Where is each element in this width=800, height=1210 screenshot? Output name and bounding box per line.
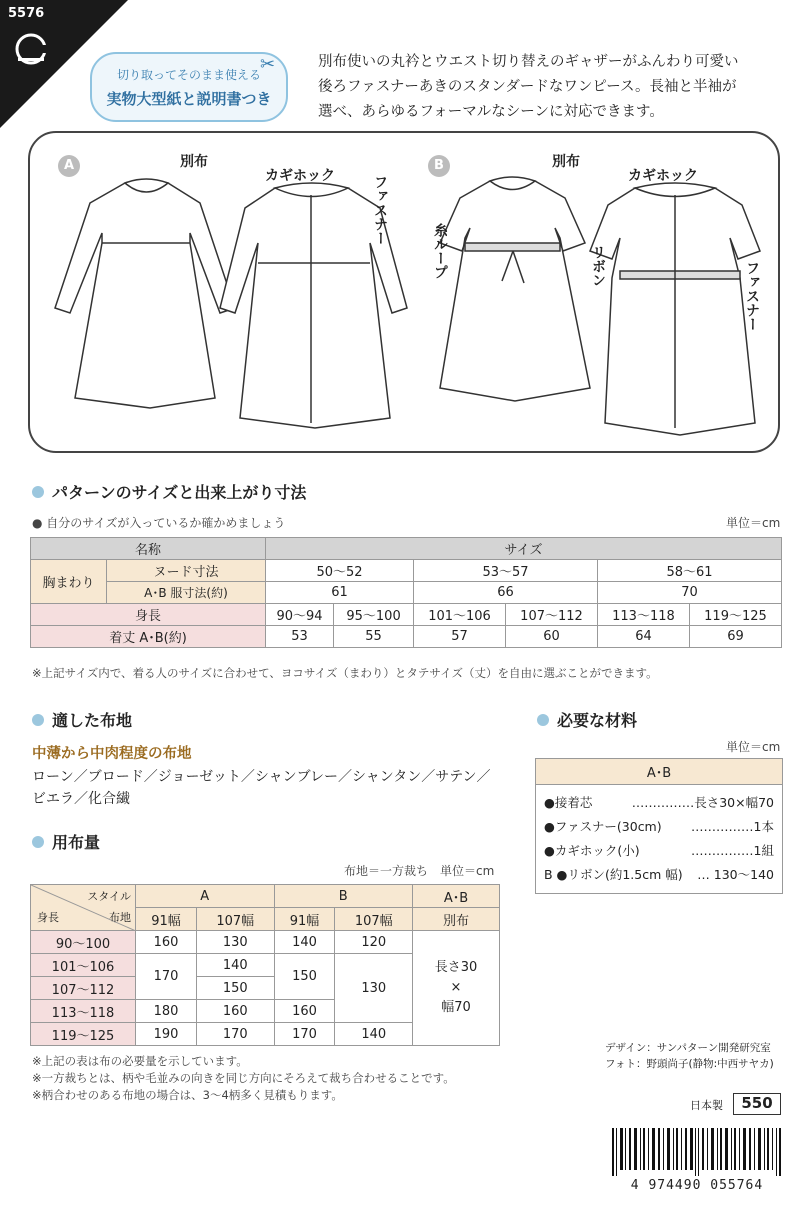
length-value: 64 bbox=[597, 626, 689, 648]
design-credit: デザイン：サンパターン開発研究室 bbox=[605, 1042, 771, 1054]
b-contrast-fabric-label: 別布 bbox=[552, 154, 580, 170]
materials-section-title bbox=[537, 708, 637, 731]
size-note: ● 自分のサイズが入っているか確かめましょう bbox=[32, 516, 286, 530]
badge-line2: 実物大型紙と説明書つき bbox=[106, 90, 272, 108]
b-thread-loop-label: 糸ループ bbox=[432, 223, 448, 279]
description-line: 別布使いの丸衿とウエスト切り替えのギャザーがふんわり可愛い bbox=[318, 54, 739, 70]
size-note-text: 自分のサイズが入っているか確かめましょう bbox=[46, 516, 286, 530]
length-value: 60 bbox=[506, 626, 598, 648]
yardage-height: 101〜106 bbox=[31, 954, 136, 977]
materials-title-text: 必要な材料 bbox=[557, 711, 638, 730]
b91-value: 140 bbox=[274, 931, 335, 954]
nude-value: 53〜57 bbox=[414, 560, 598, 582]
yardage-height: 119〜125 bbox=[31, 1023, 136, 1046]
fabric-line: ローン／ブロード／ジョーゼット／シャンブレー／シャンタン／サテン／ bbox=[32, 769, 491, 785]
yardage-footnote: ※上記の表は布の必要量を示しています。 bbox=[32, 1054, 248, 1068]
credits bbox=[605, 1040, 774, 1072]
height-value: 101〜106 bbox=[414, 604, 506, 626]
style-label: スタイル bbox=[87, 890, 131, 903]
b91-value: 150 bbox=[274, 954, 335, 1000]
garment-label: A･B 服寸法(約) bbox=[107, 582, 266, 604]
extra-value-line: × bbox=[450, 980, 462, 995]
size-header: サイズ bbox=[265, 538, 781, 560]
a91-value: 180 bbox=[136, 1000, 197, 1023]
material-name: ●ファスナー(30cm) bbox=[544, 819, 662, 834]
material-value: ……………1組 bbox=[691, 843, 774, 858]
height-value: 113〜118 bbox=[597, 604, 689, 626]
material-row bbox=[536, 815, 782, 839]
badge-line1: 切り取ってそのまま使える bbox=[116, 68, 261, 82]
b91-value: 160 bbox=[274, 1000, 335, 1023]
yardage-height: 90〜100 bbox=[31, 931, 136, 954]
height-value: 90〜94 bbox=[265, 604, 333, 626]
fabric-highlight: 中薄から中肉程度の布地 bbox=[32, 746, 192, 762]
col-b: B bbox=[274, 885, 413, 908]
illustration-panel bbox=[28, 131, 780, 453]
size-table bbox=[30, 537, 782, 648]
yardage-table bbox=[30, 884, 500, 1046]
b91-value: 170 bbox=[274, 1023, 335, 1046]
width-91: 91幅 bbox=[136, 908, 197, 931]
made-in-japan: 日本製 bbox=[690, 1099, 723, 1112]
a107-value: 140 bbox=[196, 954, 274, 977]
length-value: 55 bbox=[334, 626, 414, 648]
garment-value: 66 bbox=[414, 582, 598, 604]
a-zipper-label: ファスナー bbox=[372, 175, 388, 245]
scissors-icon: ✂ bbox=[260, 54, 276, 75]
garment-value: 70 bbox=[597, 582, 781, 604]
length-value: 53 bbox=[265, 626, 333, 648]
garment-value: 61 bbox=[265, 582, 413, 604]
a107-value: 160 bbox=[196, 1000, 274, 1023]
material-row bbox=[536, 863, 782, 887]
size-section-title bbox=[32, 480, 306, 503]
width-91: 91幅 bbox=[274, 908, 335, 931]
description-line: 選べ、あらゆるフォーマルなシーンに対応できます。 bbox=[318, 104, 664, 120]
pattern-number: 5576 bbox=[8, 6, 45, 21]
material-value: … 130〜140 bbox=[697, 867, 774, 882]
fabric-line: ビエラ／化合繊 bbox=[32, 791, 130, 807]
fabric-section-title bbox=[32, 708, 132, 731]
extra-value-line: 幅70 bbox=[441, 1000, 471, 1015]
yardage-footnote: ※柄合わせのある布地の場合は、3〜4柄多く見積もります。 bbox=[32, 1088, 343, 1102]
extra-value-line: 長さ30 bbox=[434, 960, 478, 975]
length-value: 69 bbox=[689, 626, 781, 648]
extra-fabric: 別布 bbox=[413, 908, 500, 931]
b107-value: 130 bbox=[335, 954, 413, 1023]
a107-value: 130 bbox=[196, 931, 274, 954]
material-row bbox=[536, 839, 782, 863]
yardage-title-text: 用布量 bbox=[52, 833, 101, 852]
style-a-marker: A bbox=[58, 155, 80, 177]
nude-label: ヌード寸法 bbox=[107, 560, 266, 582]
materials-box bbox=[535, 758, 783, 894]
height-value: 119〜125 bbox=[689, 604, 781, 626]
fabric-label: 布地 bbox=[109, 911, 131, 924]
width-107: 107幅 bbox=[196, 908, 274, 931]
b-ribbon-label: リボン bbox=[590, 245, 606, 287]
a-hook-label: カギホック bbox=[265, 168, 335, 184]
material-value: ……………長さ30×幅70 bbox=[631, 795, 774, 810]
yardage-section-title bbox=[32, 830, 100, 853]
height-value: 95〜100 bbox=[334, 604, 414, 626]
length-label: 着丈 A･B(約) bbox=[31, 626, 266, 648]
size-title-text: パターンのサイズと出来上がり寸法 bbox=[52, 483, 307, 502]
height-value: 107〜112 bbox=[506, 604, 598, 626]
material-name: ●カギホック(小) bbox=[544, 843, 640, 858]
a107-value: 150 bbox=[196, 977, 274, 1000]
barcode-number: 4 974490 055764 bbox=[630, 1178, 764, 1193]
material-name: ●接着芯 bbox=[544, 795, 593, 810]
price-box: 550 bbox=[733, 1093, 781, 1115]
length-value: 57 bbox=[414, 626, 506, 648]
b-zipper-label: ファスナー bbox=[744, 261, 760, 331]
height-label: 身長 bbox=[37, 911, 59, 924]
yardage-footnotes bbox=[32, 1053, 455, 1104]
yardage-height: 113〜118 bbox=[31, 1000, 136, 1023]
product-description bbox=[318, 50, 788, 125]
size-name-header: 名称 bbox=[31, 538, 266, 560]
b107-value: 140 bbox=[335, 1023, 413, 1046]
material-row bbox=[536, 791, 782, 815]
chest-label: 胸まわり bbox=[31, 560, 107, 604]
fabric-title-text: 適した布地 bbox=[52, 711, 133, 730]
fabric-list bbox=[32, 766, 491, 810]
a91-value: 170 bbox=[136, 954, 197, 1000]
size-footnote: ※上記サイズ内で、着る人のサイズに合わせて、ヨコサイズ（まわり）とタテサイズ（丈）を自由に選ぶことができます。 bbox=[32, 666, 658, 680]
a91-value: 190 bbox=[136, 1023, 197, 1046]
material-value: ……………1本 bbox=[691, 819, 774, 834]
extra-value-cell bbox=[413, 931, 500, 1046]
nude-value: 58〜61 bbox=[597, 560, 781, 582]
photo-credit: フォト：野頭尚子(静物:中西サヤカ) bbox=[605, 1058, 774, 1070]
a91-value: 160 bbox=[136, 931, 197, 954]
materials-header: A･B bbox=[536, 759, 782, 785]
brand-logo-icon bbox=[14, 32, 48, 66]
b107-value: 120 bbox=[335, 931, 413, 954]
size-unit: 単位＝cm bbox=[726, 516, 781, 530]
height-label: 身長 bbox=[31, 604, 266, 626]
material-name: B ●リボン(約1.5cm 幅) bbox=[544, 867, 683, 882]
b-hook-label: カギホック bbox=[628, 168, 698, 184]
yardage-unit: 布地＝一方裁ち 単位＝cm bbox=[344, 864, 495, 878]
included-pattern-badge bbox=[90, 52, 288, 122]
col-a: A bbox=[136, 885, 275, 908]
a-contrast-fabric-label: 別布 bbox=[180, 154, 208, 170]
col-ab: A･B bbox=[413, 885, 500, 908]
a107-value: 170 bbox=[196, 1023, 274, 1046]
nude-value: 50〜52 bbox=[265, 560, 413, 582]
barcode-icon bbox=[612, 1128, 782, 1176]
materials-unit: 単位＝cm bbox=[726, 740, 781, 754]
yardage-footnote: ※一方裁ちとは、柄や毛並みの向きを同じ方向にそろえて裁ち合わせることです。 bbox=[32, 1071, 455, 1085]
yardage-corner-cell bbox=[31, 885, 136, 931]
width-107: 107幅 bbox=[335, 908, 413, 931]
yardage-height: 107〜112 bbox=[31, 977, 136, 1000]
style-b-marker: B bbox=[428, 155, 450, 177]
description-line: 後ろファスナーあきのスタンダードなワンピース。長袖と半袖が bbox=[318, 79, 737, 95]
